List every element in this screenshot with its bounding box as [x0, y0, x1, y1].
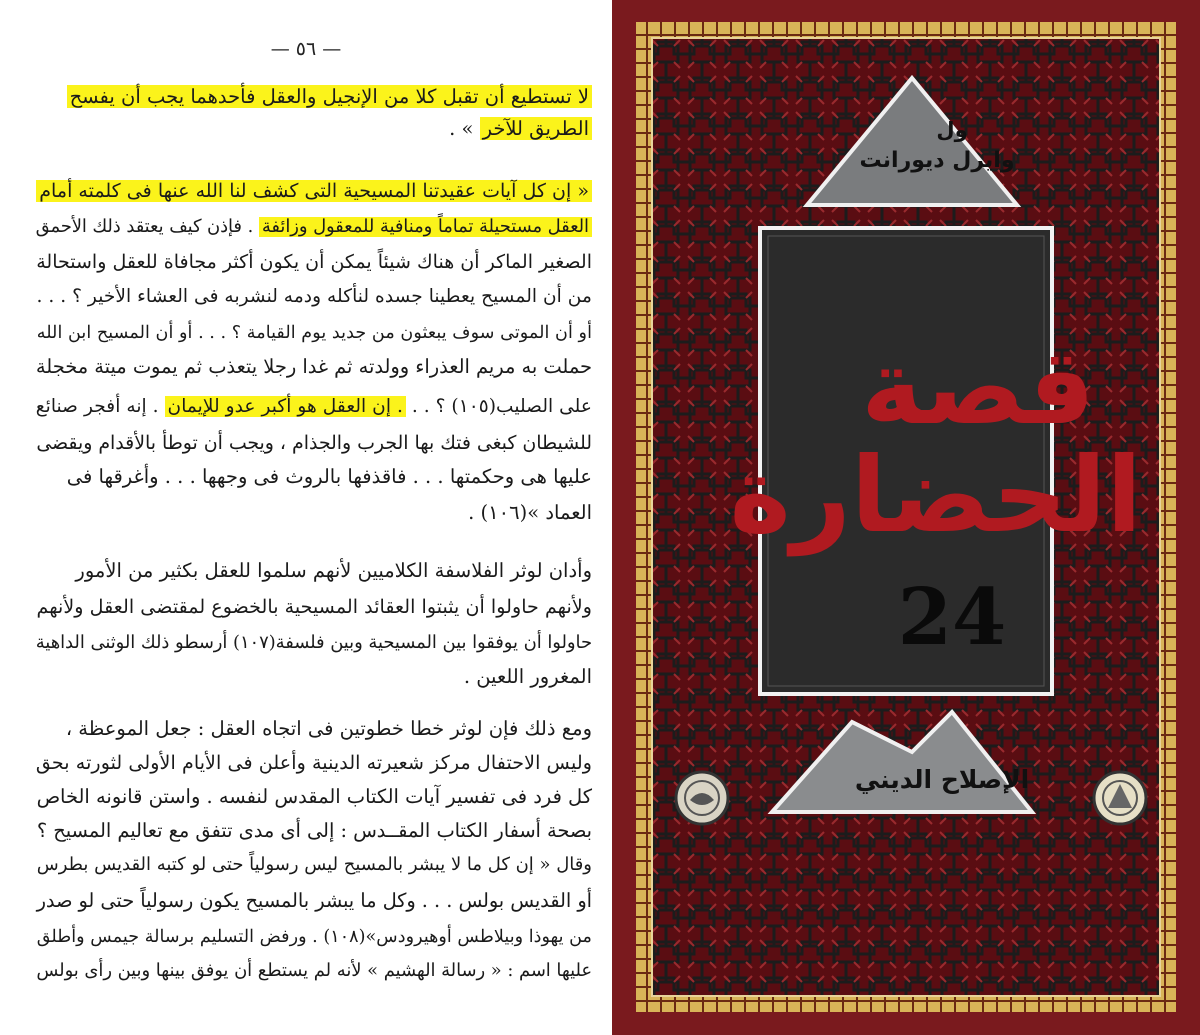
text-line: [36, 462, 592, 492]
text-line: [36, 816, 592, 846]
line-text: المغرور اللعين .: [463, 665, 592, 688]
highlighted-text: . إن العقل هو أكبر عدو للإيمان: [165, 396, 406, 417]
line-text: . إنه أفجر صنائع: [35, 396, 165, 417]
cover-title-line1: قصة: [861, 326, 1095, 448]
right-emblem-icon: [1094, 772, 1146, 824]
text-line: [36, 956, 592, 986]
text-line: [36, 592, 592, 622]
line-text: حاولوا أن يوفقوا بين المسيحية وبين فلسفة(١٠٧) أرسطو ذلك الوثنى الداهية: [35, 632, 592, 653]
line-text: . فإذن كيف يعتقد ذلك الأحمق: [35, 217, 259, 237]
text-line: [36, 114, 592, 144]
line-text: ولأنهم حاولوا أن يثبتوا العقائد المسيحية بالخضوع لمقتضى العقل ولأنهم: [36, 595, 592, 618]
page-number: — ٥٦ —: [270, 38, 342, 60]
line-text: كل فرد فى تفسير آيات الكتاب المقدس لنفسه . واستن قانونه الخاص: [36, 785, 592, 808]
book-cover: [612, 0, 1200, 1035]
highlighted-text: لا تستطيع أن تقبل كلا من الإنجيل والعقل فأحدهما يجب أن يفسح: [67, 85, 592, 108]
cover-volume-number: 24: [897, 572, 1007, 663]
line-text: ومع ذلك فإن لوثر خطا خطوتين فى اتجاه العقل : جعل الموعظة ،: [65, 717, 592, 740]
text-line: [36, 176, 592, 206]
cover-author-name: وايرل ديورانت: [859, 148, 1015, 173]
line-text: حملت به مريم العذراء وولدته ثم غدا رجلا يتعذب ثم يموت ميتة مخجلة: [35, 355, 592, 378]
text-line: [36, 662, 592, 692]
line-text: من يهوذا وبيلاطس أوهيرودس»(١٠٨) . ورفض التسليم برسالة جيمس وأطلق: [36, 927, 592, 947]
highlighted-text: العقل مستحيلة تماماً ومنافية للمعقول وزائفة: [259, 217, 592, 237]
line-text: وأدان لوثر الفلاسفة الكلاميين لأنهم سلموا للعقل بكثير من الأمور: [75, 559, 592, 582]
text-line: [36, 628, 592, 658]
line-text: وليس الاحتفال مركز شعيرته الدينية وأعلن فى الأيام الأولى لثورته بحق: [35, 751, 592, 774]
text-line: [36, 318, 592, 348]
cover-subtitle: الإصلاح الديني: [854, 765, 1030, 794]
line-text: بصحة أسفار الكتاب المقــدس : إلى أى مدى تتفق مع تعاليم المسيح ؟: [36, 819, 592, 842]
line-text: وقال « إن كل ما لا يبشر بالمسيح ليس رسولياً حتى لو كتبه القديس بطرس: [36, 854, 592, 875]
text-line: [36, 428, 592, 458]
line-text: على الصليب(١٠٥) ؟ . .: [405, 396, 592, 417]
line-text: أو أن الموتى سوف يبعثون من جديد يوم القيامة ؟ . . . أو أن المسيح ابن الله: [36, 323, 592, 343]
line-text: عليها هى وحكمتها . . . فاقذفها بالروث فى وجهها . . . وأغرقها فى: [66, 465, 592, 488]
line-text: » .: [449, 117, 480, 140]
text-line: [36, 392, 592, 422]
text-line: [36, 922, 592, 952]
left-emblem-icon: [676, 772, 728, 824]
line-text: عليها اسم : « رسالة الهشيم » لأنه لم يستطع أن يوفق بينها وبين رأى بولس: [36, 960, 592, 981]
text-line: [36, 714, 592, 744]
highlighted-text: الطريق للآخر: [480, 117, 592, 140]
text-line: [36, 748, 592, 778]
line-text: للشيطان كبغى فتك بها الجرب والجذام ، ويجب أن توطأ بالأقدام ويقضى: [36, 432, 592, 454]
text-line: [36, 782, 592, 812]
text-line: [36, 352, 592, 382]
cover-title-line2: الحضارة: [729, 434, 1142, 556]
cover-author-first: ول: [936, 118, 968, 142]
highlighted-text: « إن كل آيات عقيدتنا المسيحية التى كشف لنا الله عنها فى كلمته أمام: [36, 180, 592, 202]
text-line: [36, 82, 592, 112]
line-text: العماد »(١٠٦) .: [468, 501, 592, 524]
text-line: [36, 556, 592, 586]
line-text: الصغير الماكر أن هناك شيئاً يمكن أن يكون أكثر مجافاة للعقل واستحالة: [36, 251, 592, 273]
text-line: [36, 498, 592, 528]
text-line: [36, 247, 592, 277]
text-line: [36, 282, 592, 312]
line-text: من أن المسيح يعطينا جسده لنأكله ودمه لنشربه فى العشاء الأخير ؟ . . .: [36, 286, 592, 307]
line-text: أو القديس بولس . . . وكل ما يبشر بالمسيح يكون رسولياً حتى لو صدر: [36, 889, 592, 912]
text-line: [36, 212, 592, 242]
text-line: [36, 886, 592, 916]
text-line: [36, 850, 592, 880]
